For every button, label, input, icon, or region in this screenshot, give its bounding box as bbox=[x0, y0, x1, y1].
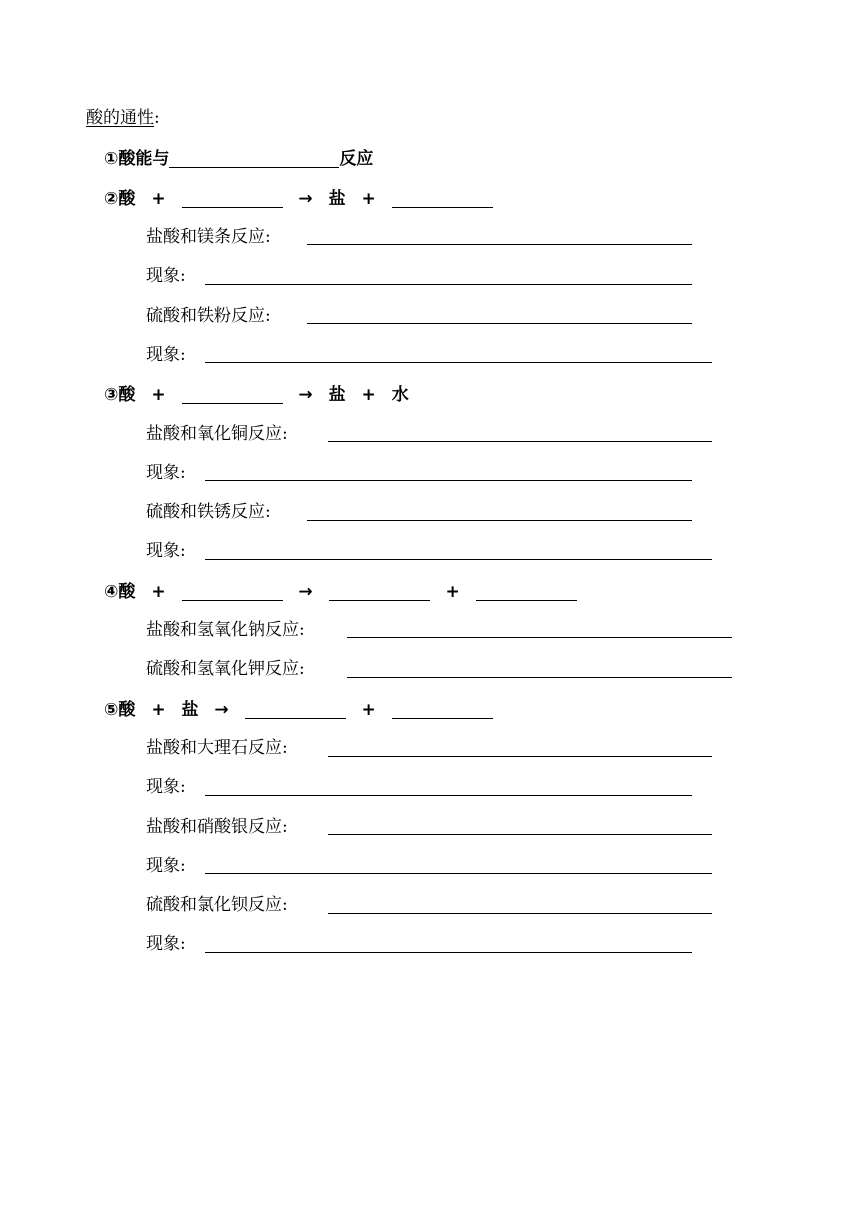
plus-sign: + bbox=[151, 582, 166, 602]
plus-sign: + bbox=[445, 582, 460, 602]
answer-line[interactable] bbox=[205, 284, 692, 285]
property-2 bbox=[104, 185, 493, 209]
answer-line[interactable] bbox=[205, 480, 692, 481]
answer-line[interactable] bbox=[205, 873, 712, 874]
property-5-head: ⑤酸 bbox=[104, 700, 136, 720]
arrow-icon: → bbox=[298, 189, 313, 209]
property-1-text: ①酸能与 bbox=[104, 149, 170, 169]
phenomenon-label: 现象: bbox=[146, 934, 186, 954]
plus-sign: + bbox=[151, 700, 166, 720]
salt-text: 盐 bbox=[181, 700, 199, 720]
phenomenon-label: 现象: bbox=[146, 856, 186, 876]
blank-field[interactable] bbox=[182, 582, 283, 601]
blank-field[interactable] bbox=[329, 582, 430, 601]
property-1-end: 反应 bbox=[339, 149, 374, 169]
reaction-label: 硫酸和铁锈反应: bbox=[146, 502, 271, 522]
plus-sign: + bbox=[151, 385, 166, 405]
blank-field[interactable] bbox=[182, 385, 283, 404]
answer-line[interactable] bbox=[347, 677, 732, 678]
reaction-label: 盐酸和大理石反应: bbox=[146, 738, 288, 758]
plus-sign: + bbox=[151, 189, 166, 209]
answer-line[interactable] bbox=[307, 520, 692, 521]
reaction-label: 盐酸和镁条反应: bbox=[146, 227, 271, 247]
phenomenon-label: 现象: bbox=[146, 777, 186, 797]
plus-sign: + bbox=[361, 700, 376, 720]
answer-line[interactable] bbox=[205, 795, 692, 796]
water-text: 水 bbox=[391, 385, 409, 405]
phenomenon-label: 现象: bbox=[146, 463, 186, 483]
answer-line[interactable] bbox=[205, 952, 692, 953]
answer-line[interactable] bbox=[307, 323, 692, 324]
arrow-icon: → bbox=[298, 385, 313, 405]
property-4 bbox=[104, 578, 577, 602]
phenomenon-label: 现象: bbox=[146, 541, 186, 561]
salt-text: 盐 bbox=[328, 189, 346, 209]
answer-line[interactable] bbox=[328, 756, 712, 757]
answer-line[interactable] bbox=[347, 637, 732, 638]
reaction-label: 硫酸和氯化钡反应: bbox=[146, 895, 288, 915]
salt-text: 盐 bbox=[328, 385, 346, 405]
reaction-label: 硫酸和铁粉反应: bbox=[146, 306, 271, 326]
property-3 bbox=[104, 381, 409, 405]
reaction-label: 盐酸和氢氧化钠反应: bbox=[146, 620, 305, 640]
blank-field[interactable] bbox=[476, 582, 577, 601]
title-colon: : bbox=[154, 108, 160, 128]
property-3-head: ③酸 bbox=[104, 385, 136, 405]
section-title bbox=[86, 106, 160, 130]
blank-field[interactable] bbox=[245, 700, 346, 719]
reaction-label: 盐酸和氧化铜反应: bbox=[146, 424, 288, 444]
blank-field[interactable] bbox=[392, 700, 493, 719]
property-2-head: ②酸 bbox=[104, 189, 136, 209]
blank-field[interactable] bbox=[169, 149, 339, 168]
plus-sign: + bbox=[361, 385, 376, 405]
property-5 bbox=[104, 696, 493, 720]
answer-line[interactable] bbox=[307, 244, 692, 245]
answer-line[interactable] bbox=[205, 362, 712, 363]
title-text: 酸的通性 bbox=[86, 108, 154, 128]
property-1 bbox=[104, 145, 373, 169]
phenomenon-label: 现象: bbox=[146, 345, 186, 365]
plus-sign: + bbox=[361, 189, 376, 209]
answer-line[interactable] bbox=[328, 834, 712, 835]
answer-line[interactable] bbox=[205, 559, 712, 560]
property-4-head: ④酸 bbox=[104, 582, 136, 602]
reaction-label: 硫酸和氢氧化钾反应: bbox=[146, 659, 305, 679]
reaction-label: 盐酸和硝酸银反应: bbox=[146, 817, 288, 837]
answer-line[interactable] bbox=[328, 441, 712, 442]
answer-line[interactable] bbox=[328, 913, 712, 914]
arrow-icon: → bbox=[214, 700, 229, 720]
blank-field[interactable] bbox=[182, 189, 283, 208]
blank-field[interactable] bbox=[392, 189, 493, 208]
phenomenon-label: 现象: bbox=[146, 266, 186, 286]
arrow-icon: → bbox=[298, 582, 313, 602]
